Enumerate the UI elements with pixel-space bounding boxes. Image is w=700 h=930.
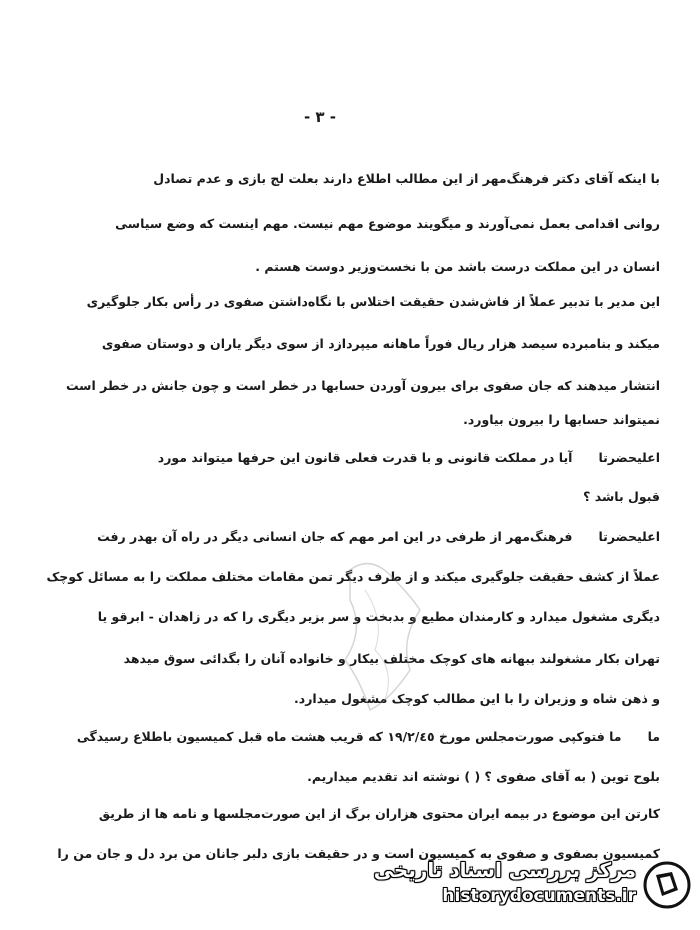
salutation-label: اعلیحضرتا (598, 529, 660, 544)
text-line: میکند و بنامبرده سیصد هزار ریال فوراً ماهانه میپردازد از سوی دیگر یاران و دوستان صفوی (101, 336, 660, 351)
text-line: کمیسیون بصفوی و صفوی به کمیسیون است و در حقیقت بازی دلبر جانان من برد دل و جان من را (57, 846, 660, 861)
text-line: انتشار میدهند که جان صفوی برای بیرون آوردن حسابها در خطر است و چون جانش در خطر است (65, 378, 660, 393)
text-line: و ذهن شاه و وزیران را با این مطالب کوچک مشغول میدارد. (294, 691, 660, 706)
text-line: انسان در این مملکت درست باشد من با نخست‌وزیر دوست هستم . (255, 259, 660, 274)
text-line: روانی اقدامی بعمل نمی‌آورند و میگویند موضوع مهم نیست. مهم اینست که وضع سیاسی (115, 216, 660, 231)
text-line-with-label (158, 449, 660, 467)
text-line: این مدیر با تدبیر عملاً از فاش‌شدن حقیقت اختلاس با نگاه‌داشتن صفوی در رأس بکار جلوگیری (86, 294, 660, 309)
text-line: نمیتواند حسابها را بیرون بیاورد. (463, 412, 660, 427)
text-line-with-label (97, 528, 660, 546)
page-number: - ٣ - (303, 108, 337, 126)
watermark-logo (373, 858, 692, 918)
org-url: historydocuments.ir (442, 886, 636, 906)
text-line-with-label (77, 728, 660, 746)
faded-stamp-icon (330, 550, 440, 720)
salutation-label: اعلیحضرتا (598, 450, 660, 465)
text-line: آیا در مملکت قانونی و با قدرت فعلی قانون این حرفها میتواند مورد (157, 450, 573, 465)
text-line: تهران بکار مشغولند ببهانه های کوچک مختلف بیکار و خانواده آنان را بگدائی سوق میدهد (123, 651, 660, 666)
text-line: عملاً از کشف حقیقت جلوگیری میکند و از طرف دیگر تمن مقامات مختلف مملکت را به مسائل کوچک (46, 569, 660, 584)
text-line: کارتن این موضوع در بیمه ایران محتوی هزاران برگ از این صورت‌مجلسها و نامه ها از طریق (98, 806, 660, 821)
handwritten-mark: ما (647, 729, 660, 744)
text-line: بلوح توین ( به آقای صفوی ؟ ( ) نوشته اند تقدیم میداریم. (307, 769, 660, 784)
text-line: قبول باشد ؟ (583, 489, 660, 504)
text-line: با اینکه آقای دکتر فرهنگ‌مهر از این مطالب اطلاع دارند بعلت لج بازی و عدم تصادل (153, 171, 660, 186)
text-line: فرهنگ‌مهر از طرفی در این امر مهم که جان انسانی دیگر در راه آن بهدر رفت (97, 529, 573, 544)
org-name: مرکز بررسی اسناد تاریخی (373, 858, 636, 882)
text-line: ما فتوکپی صورت‌مجلس مورخ ١٩/٢/٤٥ که قریب هشت ماه قبل کمیسیون باطلاع رسیدگی (76, 729, 622, 744)
text-line: دیگری مشغول میدارد و کارمندان مطیع و بدبخت و سر بزیر دیگری را که در زاهدان - ابرقو یا (97, 609, 660, 624)
book-shield-logo-icon (642, 860, 692, 910)
